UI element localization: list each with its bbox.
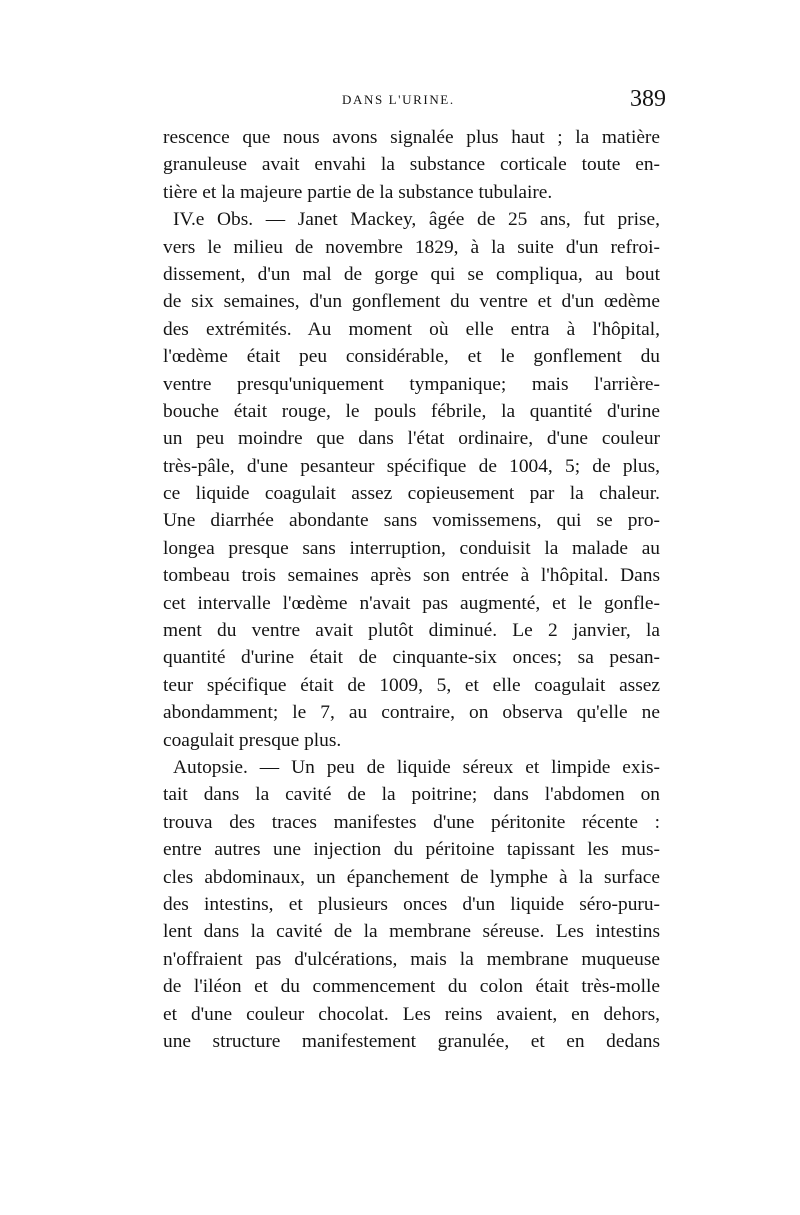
running-head (170, 86, 670, 116)
text-line: des extrémités. Au moment où elle entra à l'hôpital, (163, 318, 660, 340)
text-line: quantité d'urine était de cinquante-six onces; sa pesan- (163, 647, 660, 669)
text-line: un peu moindre que dans l'état ordinaire, d'une couleur (163, 428, 660, 450)
text-line: cles abdominaux, un épanchement de lymphe à la surface (163, 866, 660, 888)
text-line: de l'iléon et du commencement du colon était très-molle (163, 976, 660, 998)
text-line: cet intervalle l'œdème n'avait pas augmenté, et le gonfle- (163, 592, 660, 614)
text-line: ventre presqu'uniquement tympanique; mais l'arrière- (163, 373, 660, 395)
text-line: entre autres une injection du péritoine tapissant les mus- (163, 839, 660, 861)
text-line: ce liquide coagulait assez copieusement par la chaleur. (163, 483, 660, 505)
observation-heading-line: IV.e Obs. — Janet Mackey, âgée de 25 ans, fut prise, (173, 209, 660, 231)
text-line: tombeau trois semaines après son entrée à l'hôpital. Dans (163, 565, 660, 587)
text-line: lent dans la cavité de la membrane séreuse. Les intestins (163, 921, 660, 943)
text-line: très-pâle, d'une pesanteur spécifique de 1004, 5; de plus, (163, 455, 660, 477)
text-line: des intestins, et plusieurs onces d'un liquide séro-puru- (163, 893, 660, 915)
text-line: coagulait presque plus. (163, 729, 342, 751)
text-line: n'offraient pas d'ulcérations, mais la membrane muqueuse (163, 948, 660, 970)
text-line: ment du ventre avait plutôt diminué. Le 2 janvier, la (163, 620, 660, 642)
text-line: trouva des traces manifestes d'une péritonite récente : (163, 811, 660, 833)
text-line: de six semaines, d'un gonflement du ventre et d'un œdème (163, 291, 660, 313)
text-line: teur spécifique était de 1009, 5, et elle coagulait assez (163, 674, 660, 696)
autopsy-heading-line: Autopsie. — Un peu de liquide séreux et limpide exis- (173, 756, 660, 778)
text-line: rescence que nous avons signalée plus haut ; la matière (163, 127, 660, 148)
text-line: une structure manifestement granulée, et en dedans (163, 1030, 660, 1052)
text-line: et d'une couleur chocolat. Les reins avaient, en dehors, (163, 1003, 660, 1025)
text-line: dissement, d'un mal de gorge qui se compliqua, au bout (163, 263, 660, 285)
running-title: DANS L'URINE. (342, 92, 455, 107)
text-line: abondamment; le 7, au contraire, on observa qu'elle ne (163, 702, 660, 724)
text-line: granuleuse avait envahi la substance corticale toute en- (163, 154, 660, 176)
text-line: tière et la majeure partie de la substance tubulaire. (163, 181, 553, 203)
text-line: longea presque sans interruption, conduisit la malade au (163, 537, 660, 559)
text-line: bouche était rouge, le pouls fébrile, la quantité d'urine (163, 400, 660, 422)
text-line: Une diarrhée abondante sans vomissemens, qui se pro- (163, 510, 660, 532)
text-line: vers le milieu de novembre 1829, à la suite d'un refroi- (163, 236, 660, 258)
text-line: l'œdème était peu considérable, et le gonflement du (163, 346, 660, 368)
text-line: tait dans la cavité de la poitrine; dans l'abdomen on (163, 784, 660, 806)
page-number: 389 (630, 86, 666, 112)
body-text (163, 124, 660, 1055)
